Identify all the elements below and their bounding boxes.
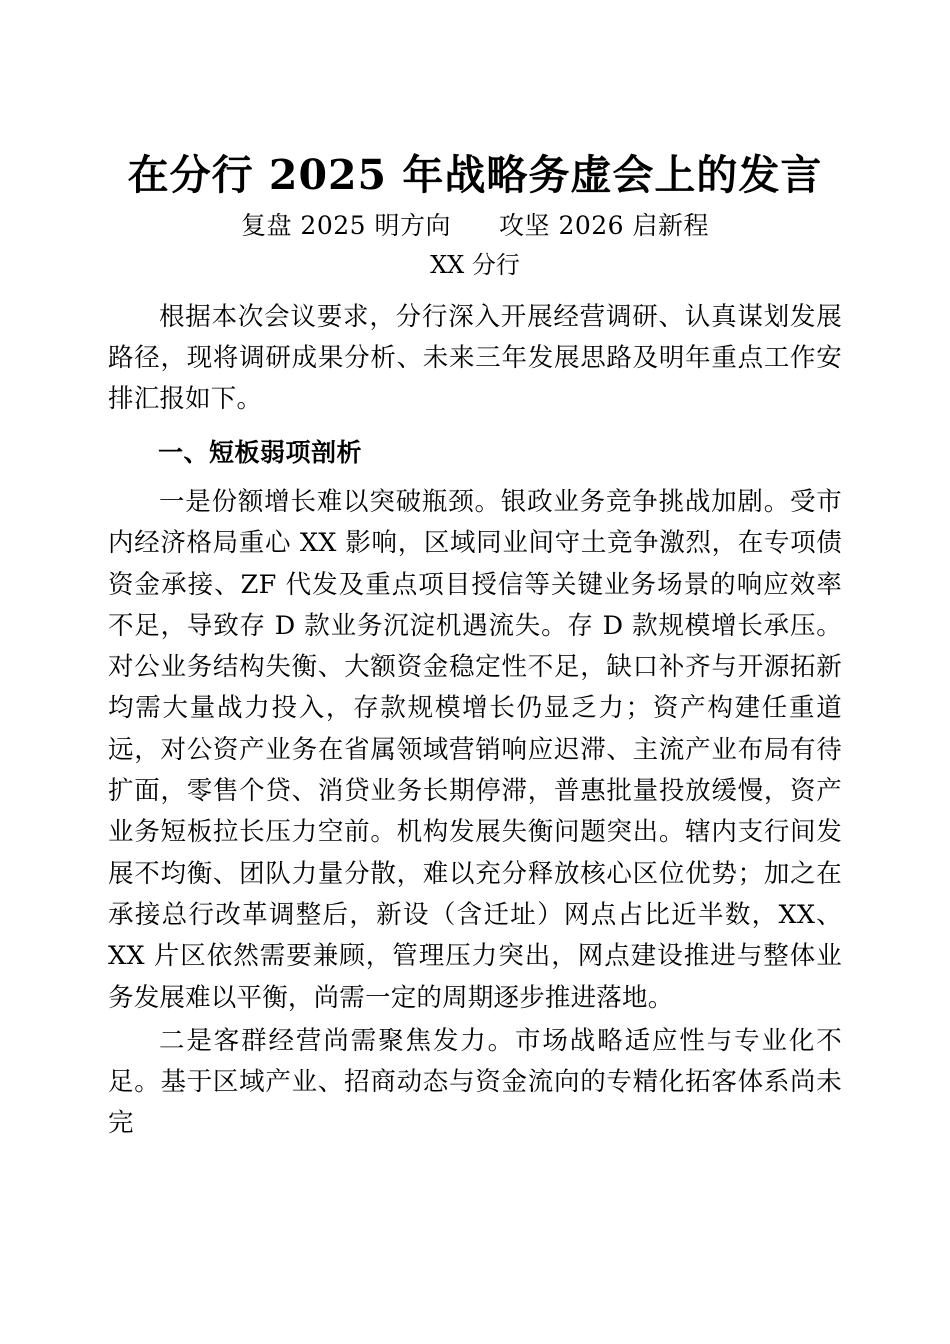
section-1-paragraph-2: 二是客群经营尚需聚焦发力。市场战略适应性与专业化不足。基于区域产业、招商动态与资金流向的专精化拓客体系尚未完 bbox=[108, 1025, 842, 1139]
document-subtitle bbox=[108, 209, 842, 243]
subtitle-right-text: 攻坚 2026 启新程 bbox=[499, 211, 710, 241]
document-organization: XX 分行 bbox=[430, 251, 520, 279]
section-1-paragraph-1: 一是份额增长难以突破瓶颈。银政业务竞争挑战加剧。受市内经济格局重心 XX 影响，区域同业间守土竞争激烈，在专项债资金承接、ZF 代发及重点项目授信等关键业务场景的响应效率不足，导致存 D 款业务沉淀机遇流失。存 D 款规模增长承压。对公业务结构失衡、大额资金稳定性不足，缺口补齐与开源拓新均需大量战力投入，存款规模增长仍显乏力；资产构建任重道远，对公资产业务在省属领域营销响应迟滞、主流产业布局有待扩面，零售个贷、消贷业务长期停滞，普惠批量投放缓慢，资产业务短板拉长压力空前。机构发展失衡问题突出。辖内支行间发展不均衡、团队力量分散，难以充分释放核心区位优势；加之在承接总行改革调整后，新设（含迁址）网点占比近半数，XX、XX 片区依然需要兼顾，管理压力突出，网点建设推进与整体业务发展难以平衡，尚需一定的周期逐步推进落地。 bbox=[108, 486, 842, 1013]
page-title: 在分行 2025 年战略务虚会上的发言 bbox=[127, 151, 823, 199]
intro-paragraph: 根据本次会议要求，分行深入开展经营调研、认真谋划发展路径，现将调研成果分析、未来三年发展思路及明年重点工作安排汇报如下。 bbox=[108, 301, 842, 415]
subtitle-left-text: 复盘 2025 明方向 bbox=[240, 211, 451, 241]
section-heading-1: 一、短板弱项剖析 bbox=[158, 438, 363, 468]
